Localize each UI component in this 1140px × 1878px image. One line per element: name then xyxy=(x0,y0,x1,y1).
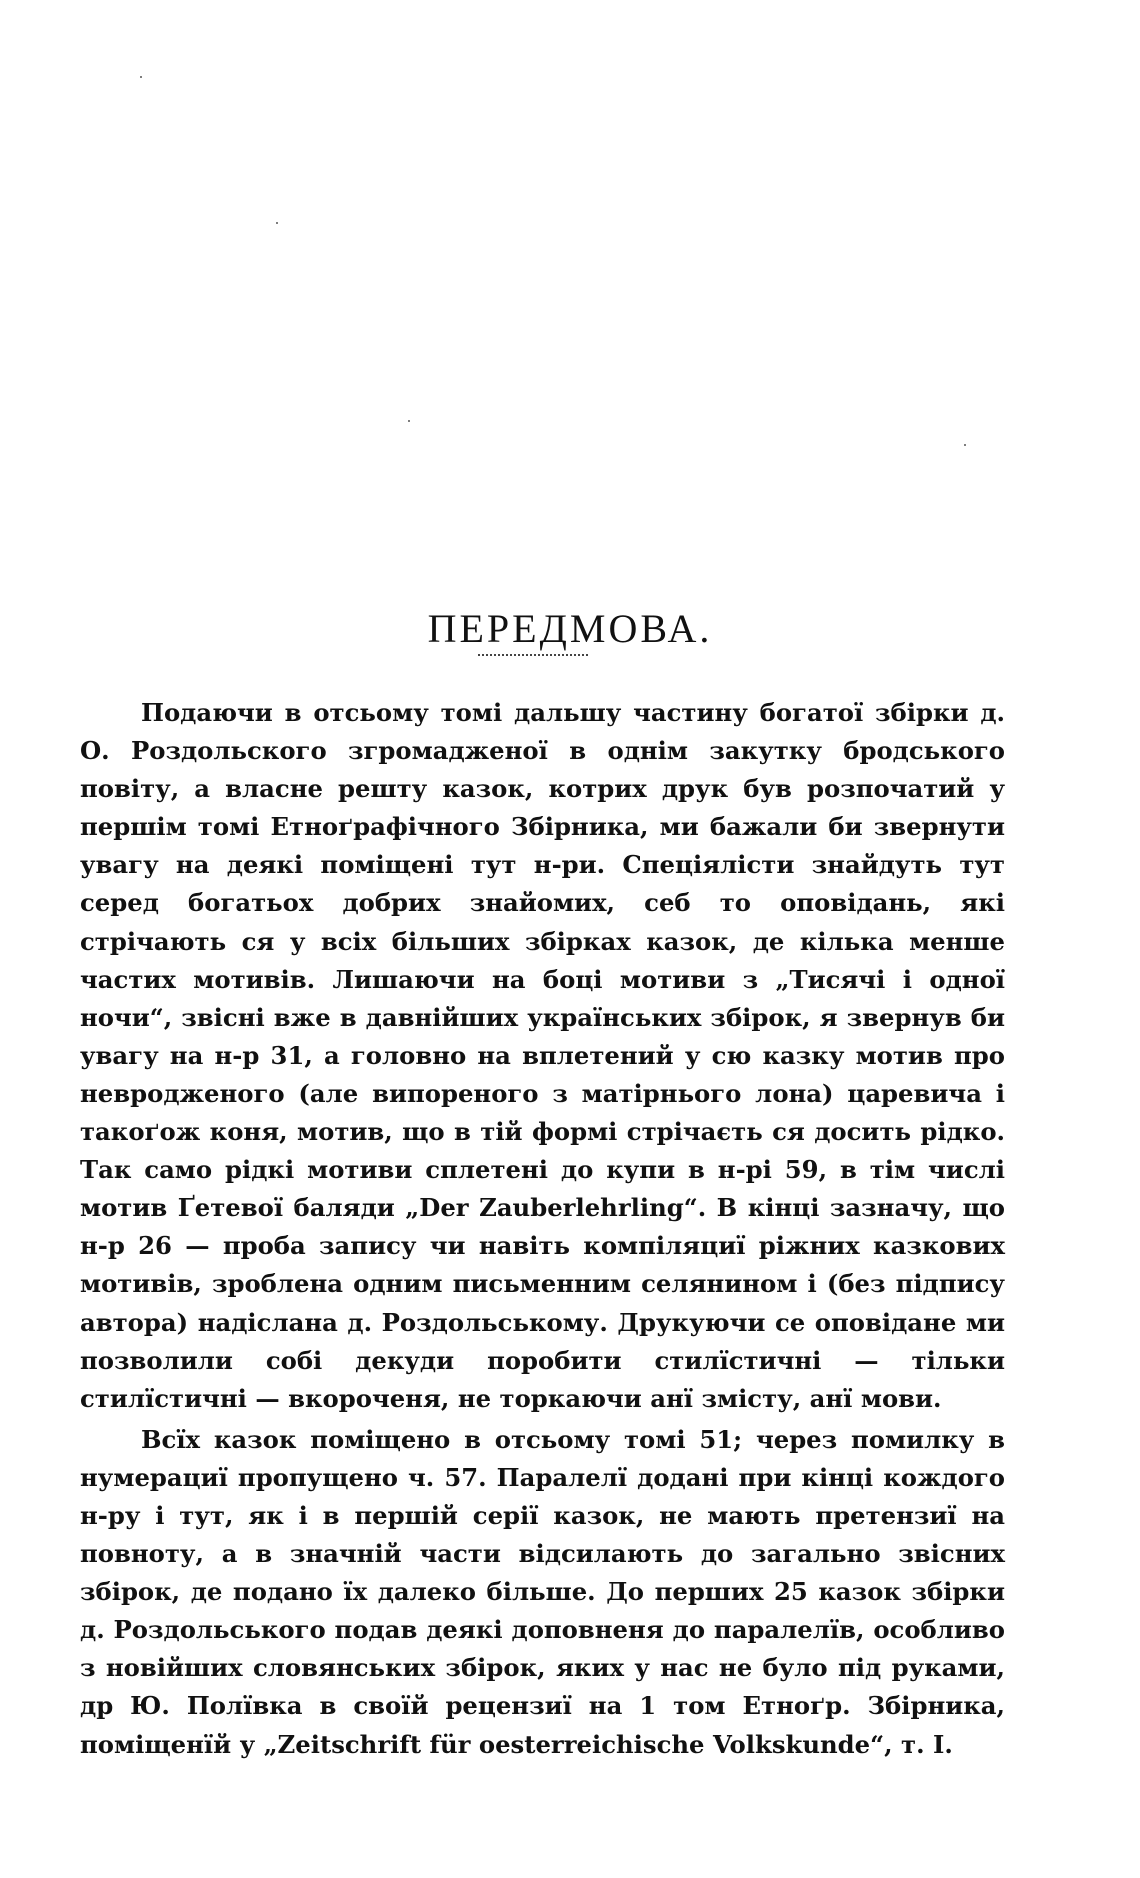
page-title: ПЕРЕДМОВА. xyxy=(427,605,713,651)
paragraph: Подаючи в отсьому томі дальшу частину богатої збірки д. О. Роздольского згромадженої в однім закутку бродського повіту, а власне решту казок, котрих друк був розпочатий у першім томі Етноґрафічного Збірника, ми бажали би звернути увагу на деякі поміщені тут н-ри. Спеціялісти знайдуть тут серед богатьох добрих знайомих, себ то оповідань, які стрічають ся у всіх більших збірках казок, де кілька менше частих мотивів. Лишаючи на боці мотиви з „Тисячі і одної ночи“, звісні вже в давнійших українських збірок, я звернув би увагу на н-р 31, а головно на вплетений у сю казку мотив про невродженого (але випореного з матірнього лона) царевича і такоґож коня, мотив, що в тій формі стрічаєть ся досить рідко. Так само рідкі мотиви сплетені до купи в н-рі 59, в тім числі мотив Ґетевої баляди „Der Zauberlehrling“. В кінці зазначу, що н-р 26 — проба запису чи навіть компіляциї ріжних казкових мотивів, зроблена одним письменним селянином і (без підпису автора) надіслана д. Роздольському. Друкуючи се оповідане ми позволили собі декуди поробити стилїстичні — тільки стилїстичні — вкороченя, не торкаючи анї змісту, анї мови. xyxy=(80,698,1005,1413)
title-ornament xyxy=(478,654,588,662)
paper-speck xyxy=(276,222,278,224)
body-text xyxy=(80,694,1005,1764)
paper-speck xyxy=(140,76,142,78)
paragraph: Всїх казок поміщено в отсьому томі 51; через помилку в нумерациї пропущено ч. 57. Паралелї додані при кінці кождого н-ру і тут, як і в першій серії казок, не мають претензиї на повноту, а в значній части відсилають до загально звісних збірок, де подано їх далеко більше. До перших 25 казок збірки д. Роздольського подав деякі доповненя до паралелїв, особливо з новійших словянських збірок, яких у нас не було під руками, др Ю. Полївка в своїй рецензиї на 1 том Етноґр. Збірника, поміщенїй у „Zeitschrift für oesterreichische Volkskunde“, т. I. xyxy=(80,1424,1005,1759)
paper-speck xyxy=(964,444,966,446)
paper-speck xyxy=(408,420,410,422)
